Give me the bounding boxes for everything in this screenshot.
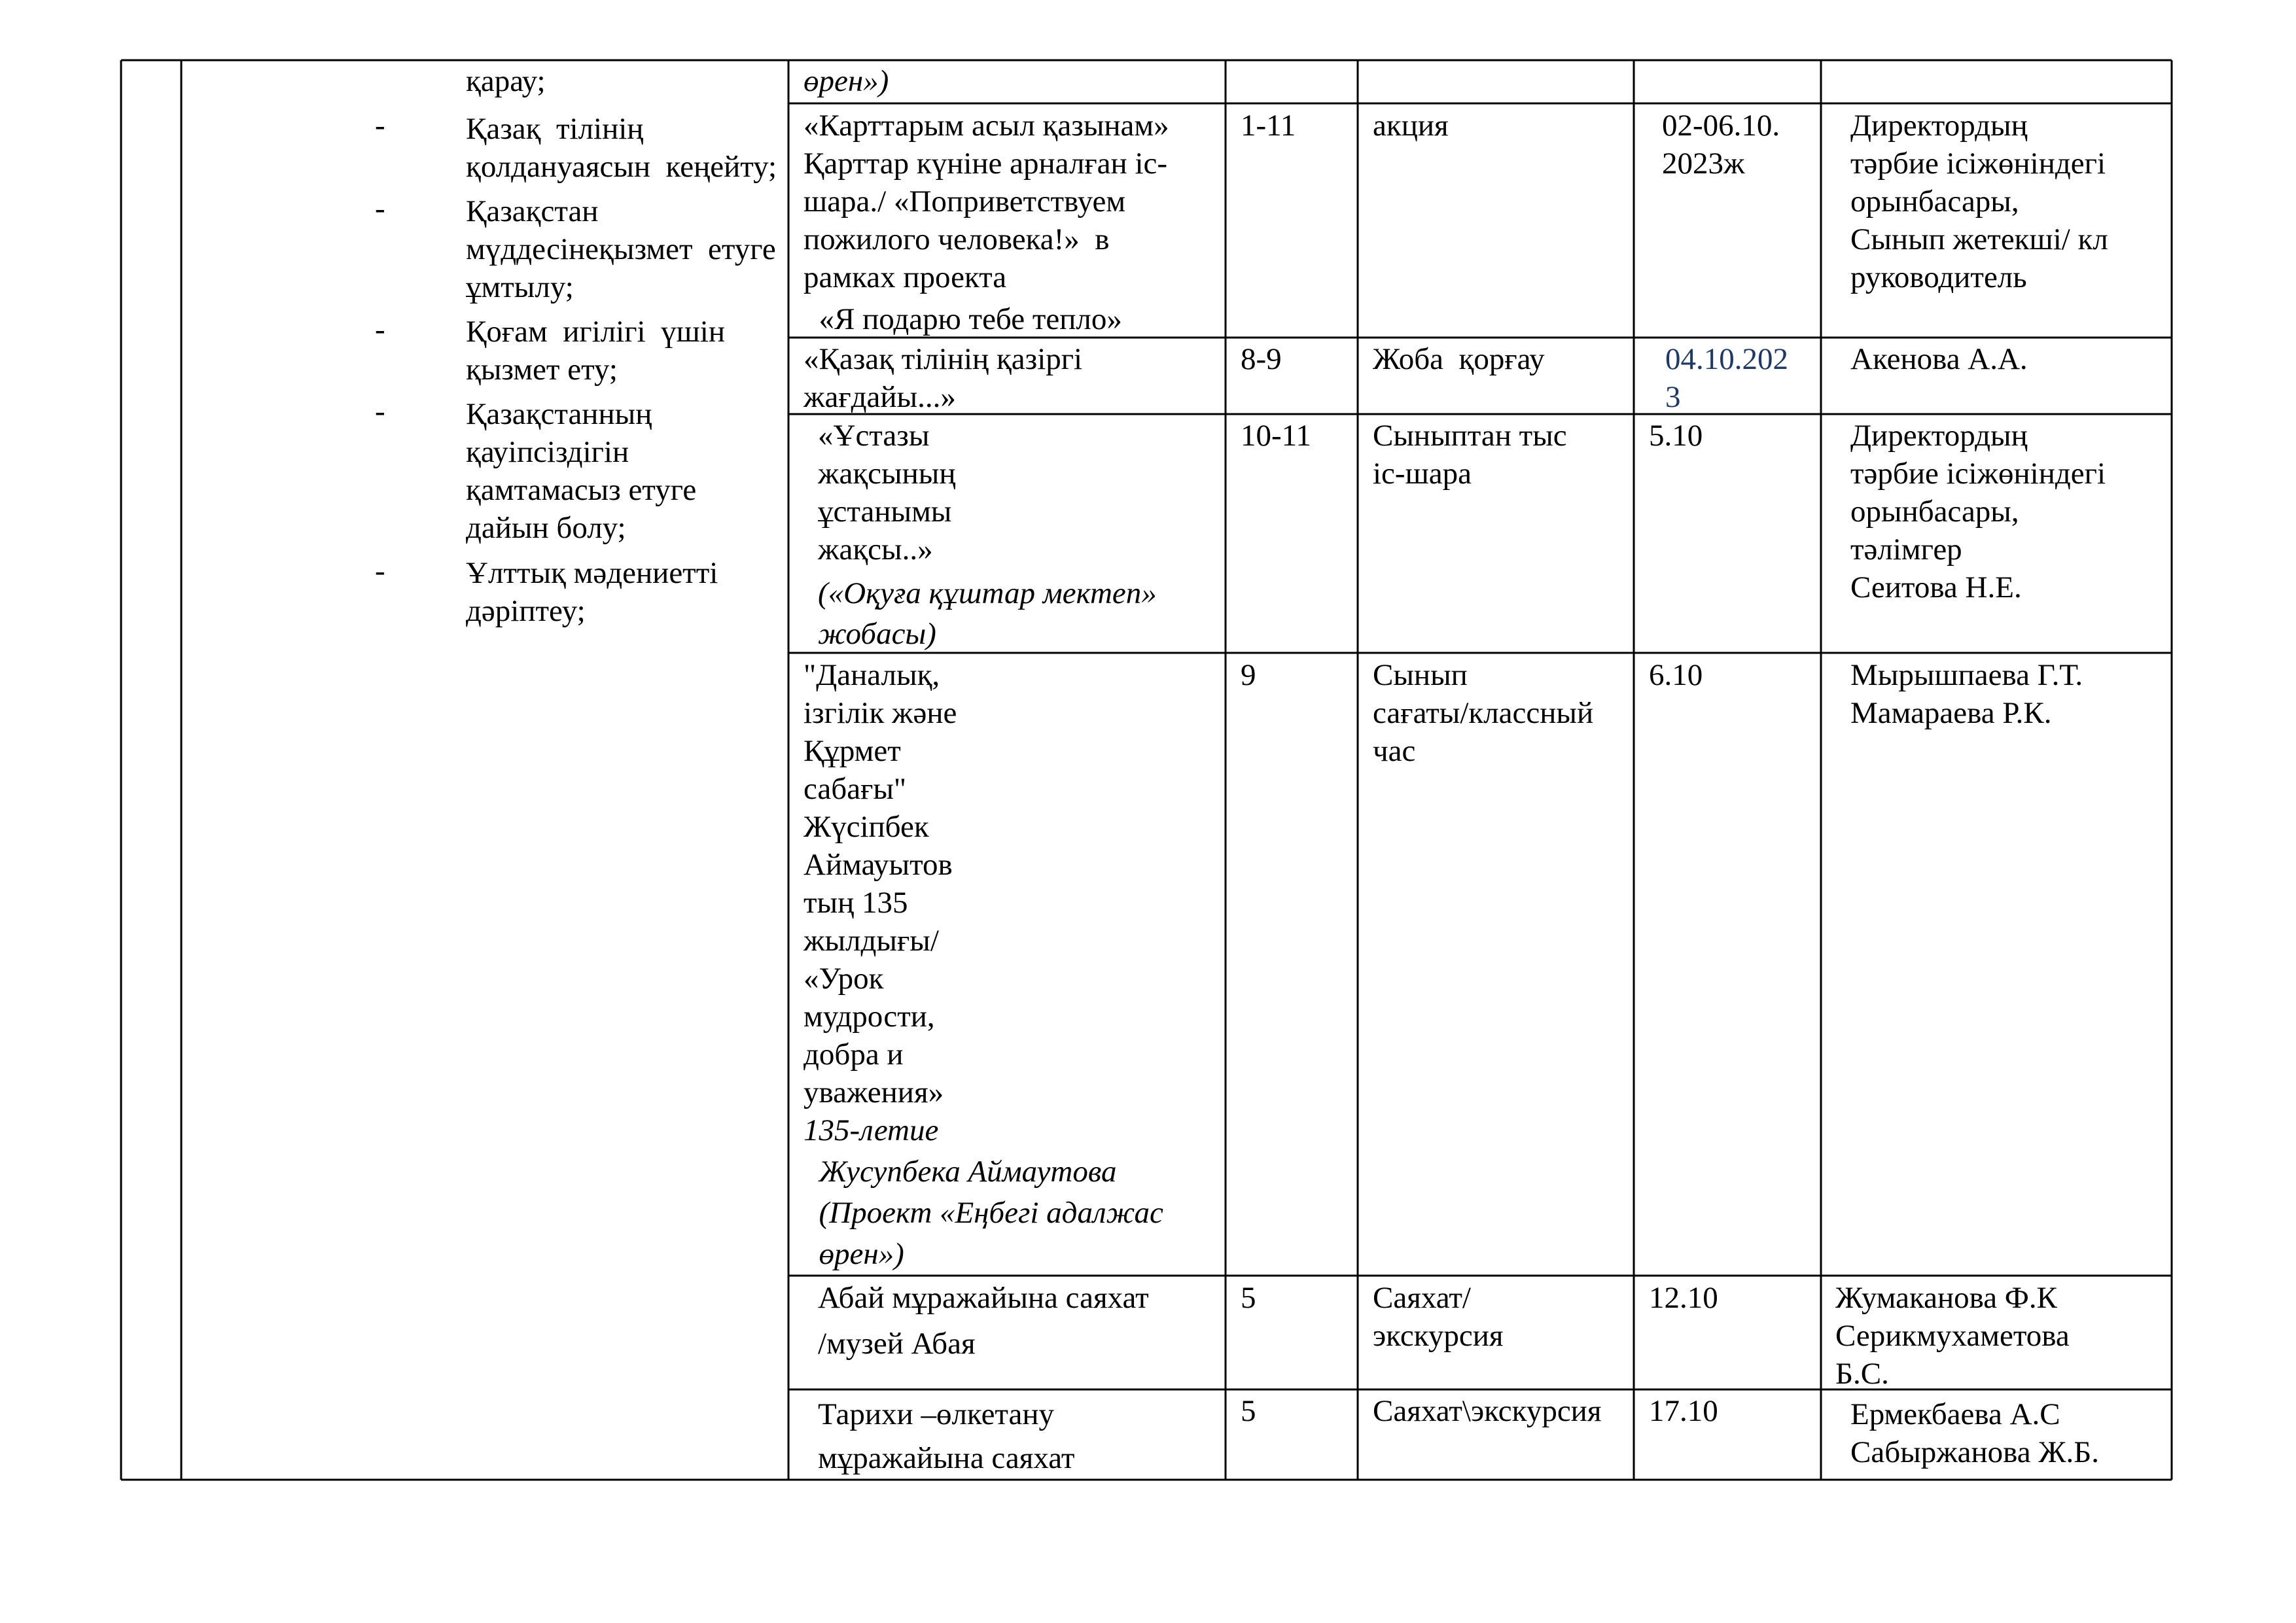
responsible-line: тәрбие ісіжөніндегі [1850, 457, 2106, 491]
goal-line: қамтамасыз етуге [466, 473, 697, 507]
responsible-line: Мамараева Р.К. [1850, 696, 2052, 730]
type-line: Сыныптан тыс [1373, 419, 1567, 453]
goal-line: Қазақстанның [466, 397, 652, 431]
type-line: час [1373, 734, 1416, 768]
date-line: 12.10 [1649, 1281, 1718, 1315]
type-cell: Жоба қорғау [1373, 342, 1545, 376]
responsible-line: тәлімгер [1850, 532, 1962, 567]
goal-line: Қазақ тілінің [466, 112, 644, 146]
goal-line: дәріптеу; [466, 594, 586, 628]
responsible-line: Директордың [1850, 419, 2028, 453]
goal-line: мүддесінеқызмет етуге [466, 232, 776, 266]
bullet-dash: - [375, 554, 385, 588]
event-line: жақсы..» [818, 532, 933, 567]
event-line: Тарихи –өлкетану [818, 1397, 1055, 1431]
grade-cell: 8-9 [1241, 342, 1282, 376]
event-line: ұстанымы [818, 495, 952, 529]
responsible-line: Жумаканова Ф.К [1835, 1281, 2058, 1315]
bullet-dash: - [375, 192, 385, 226]
event-line: жағдайы...» [804, 380, 956, 414]
event-line: рамках проекта [804, 260, 1007, 294]
grade-cell: 9 [1241, 658, 1256, 692]
event-line: мудрости, [804, 1000, 935, 1034]
event-line: "Даналық, [804, 658, 940, 692]
event-line: жақсының [818, 457, 956, 491]
bullet-dash: - [375, 313, 385, 347]
type-line: Саяхат/ [1373, 1281, 1471, 1315]
responsible-line: орынбасары, [1850, 184, 2019, 218]
grade-cell: 10-11 [1241, 419, 1311, 453]
goal-line: дайын болу; [466, 511, 626, 545]
event-line: добра и [804, 1038, 904, 1072]
event-line: сабағы" [804, 772, 907, 806]
event-project-line: 135-летие [804, 1113, 939, 1147]
event-line: «Ұстазы [818, 419, 930, 453]
goal-line: Қоғам игілігі үшін [466, 315, 725, 349]
responsible-line: орынбасары, [1850, 495, 2019, 529]
event-project-line: өрен») [804, 1237, 904, 1271]
event-line: жылдығы/ [804, 924, 939, 958]
event-line: Құрмет [804, 734, 901, 768]
event-project-line: Жусупбека Аймаутова [804, 1155, 1117, 1189]
responsible-line: Сынып жетекші/ кл [1850, 222, 2108, 256]
responsible-line: руководитель [1850, 260, 2027, 294]
event-line: Абай мұражайына саяхат [818, 1281, 1149, 1315]
responsible-line: Б.С. [1835, 1357, 1889, 1391]
event-line: Жүсіпбек [804, 810, 929, 844]
event-project-line: («Оқуға құштар мектеп» [818, 576, 1157, 610]
event-line: пожилого человека!» в [804, 222, 1110, 256]
type-cell: Саяхат\экскурсия [1373, 1394, 1602, 1428]
type-line: сағаты/классный [1373, 696, 1594, 730]
bullet-dash: - [375, 394, 385, 428]
event-line: «Қазақ тілінің қазіргі [804, 342, 1083, 376]
responsible-line: Серикмухаметова [1835, 1319, 2070, 1353]
date-line: 3 [1665, 380, 1681, 414]
type-line: іс-шара [1373, 457, 1472, 491]
event-line: шара./ «Поприветствуем [804, 184, 1126, 218]
type-line: Сынып [1373, 658, 1468, 692]
event-line: «Урок [804, 962, 884, 996]
bullet-dash: - [375, 109, 385, 143]
grade-cell: 5 [1241, 1281, 1256, 1315]
responsible-line: Акенова А.А. [1850, 342, 2028, 376]
event-line: «Я подарю тебе тепло» [804, 302, 1122, 336]
grade-cell: 5 [1241, 1394, 1256, 1428]
event-line: тың 135 [804, 886, 908, 920]
event-line: «Карттарым асыл қазынам» [804, 109, 1169, 143]
type-cell: акция [1373, 109, 1449, 143]
goal-line: Ұлттық мәдениетті [466, 556, 718, 590]
event-line: ізгілік және [804, 696, 957, 730]
event-line: мұражайына саяхат [818, 1441, 1075, 1475]
goal-line: қарау; [466, 64, 546, 98]
event-cell: өрен») [804, 64, 889, 98]
goal-line: қауіпсіздігін [466, 435, 629, 469]
date-line: 2023ж [1662, 147, 1745, 181]
grade-cell: 1-11 [1241, 109, 1296, 143]
date-line: 17.10 [1649, 1394, 1718, 1428]
goal-line: қолдануаясын кеңейту; [466, 150, 777, 184]
event-project-line: (Проект «Еңбегі адалжас [804, 1196, 1163, 1230]
responsible-line: Сеитова Н.Е. [1850, 570, 2022, 604]
goal-line: қызмет ету; [466, 353, 618, 387]
type-line: экскурсия [1373, 1319, 1504, 1353]
responsible-line: Ермекбаева А.С [1850, 1397, 2060, 1431]
goal-line: ұмтылу; [466, 270, 574, 304]
event-line: уважения» [804, 1075, 944, 1109]
event-line: Аймауытов [804, 848, 953, 882]
event-line: Қарттар күніне арналған іс- [804, 147, 1168, 181]
date-line: 02-06.10. [1662, 109, 1780, 143]
responsible-line: Директордың [1850, 109, 2028, 143]
event-line: /музей Абая [818, 1327, 976, 1361]
responsible-line: тәрбие ісіжөніндегі [1850, 147, 2106, 181]
event-project-line: жобасы) [818, 617, 936, 651]
date-line: 5.10 [1649, 419, 1703, 453]
date-line: 04.10.202 [1665, 342, 1788, 376]
date-line: 6.10 [1649, 658, 1703, 692]
responsible-line: Мырышпаева Г.Т. [1850, 658, 2083, 692]
responsible-line: Сабыржанова Ж.Б. [1850, 1435, 2099, 1469]
goal-line: Қазақстан [466, 194, 599, 228]
